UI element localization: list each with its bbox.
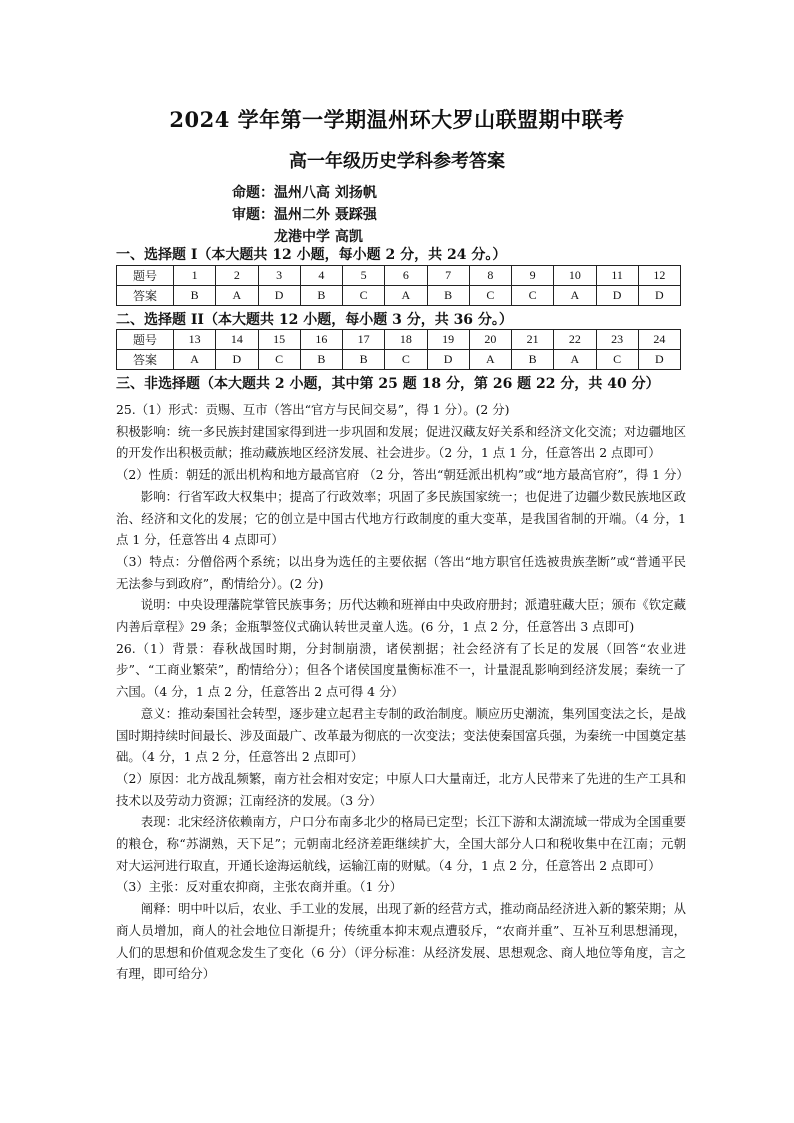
row-label: 答案 — [117, 350, 174, 370]
question-number: 14 — [216, 330, 258, 350]
answer-cell: B — [512, 350, 554, 370]
answer-paragraph: （2）性质：朝廷的派出机构和地方最高官府 （2 分，答出“朝廷派出机构”或“地方最高官府”，得 1 分） — [116, 467, 689, 483]
answer-paragraph: 说明：中央设理藩院掌管民族事务；历代达赖和班禅由中央政府册封；派遣驻藏大臣；颁布《钦定藏内善后章程》29 条；金瓶掣签仪式确认转世灵童人选。(6 分，1 点 2 分，任意答出 3 点即可) — [116, 597, 686, 635]
answer-paragraph: （3）主张：反对重农抑商，主张农商并重。（1 分） — [116, 879, 403, 895]
answer-cell: A — [385, 286, 427, 306]
answer-cell: A — [216, 286, 258, 306]
table-row — [117, 330, 681, 350]
answer-cell: B — [427, 286, 469, 306]
question-number: 19 — [427, 330, 469, 350]
question-number: 9 — [512, 266, 554, 286]
question-number: 22 — [554, 330, 596, 350]
answer-paragraph: 表现：北宋经济依赖南方，户口分布南多北少的格局已定型；长江下游和太湖流域一带成为全国重要的粮仓，称“苏湖熟，天下足”；元朝南北经济差距继续扩大，全国大部分人口和税收集中在江南；元朝对大运河进行取直，开通长途海运航线，运输江南的财赋。（4 分，1 点 2 分，任意答出 2 点即可） — [116, 814, 686, 873]
question-number: 11 — [596, 266, 638, 286]
answer-cell: C — [385, 350, 427, 370]
question-number: 13 — [174, 330, 216, 350]
credit-proposer: 命题：温州八高 刘扬帆 — [232, 185, 377, 201]
table-row — [117, 286, 681, 306]
table-row — [117, 350, 681, 370]
question-number: 6 — [385, 266, 427, 286]
answer-cell: C — [512, 286, 554, 306]
answer-cell: B — [300, 350, 342, 370]
answer-cell: A — [554, 286, 596, 306]
answer-paragraph: 意义：推动秦国社会转型，逐步建立起君主专制的政治制度。顺应历史潮流，集列国变法之长，是战国时期持续时间最长、涉及面最广、改革最为彻底的一次变法；变法使秦国富兵强，为秦统一中国奠定基础。（4 分，1 点 2 分，任意答出 2 点即可） — [116, 705, 686, 765]
answer-cell: B — [300, 286, 342, 306]
question-number: 3 — [258, 266, 300, 286]
answer-cell: C — [258, 350, 300, 370]
question-number: 23 — [596, 330, 638, 350]
question-number: 21 — [512, 330, 554, 350]
answer-paragraph: 25.（1）形式：贡赐、互市（答出“官方与民间交易”，得 1 分）。(2 分) — [116, 402, 510, 417]
question-number: 4 — [300, 266, 342, 286]
answer-cell: D — [638, 286, 680, 306]
answer-cell: C — [343, 286, 385, 306]
answer-body — [116, 399, 689, 985]
table-row — [117, 266, 681, 286]
answer-cell: C — [469, 286, 511, 306]
answer-cell: A — [469, 350, 511, 370]
answer-cell: D — [596, 286, 638, 306]
answer-cell: A — [174, 350, 216, 370]
row-label: 答案 — [117, 286, 174, 306]
question-number: 5 — [343, 266, 385, 286]
question-number: 2 — [216, 266, 258, 286]
question-number: 16 — [300, 330, 342, 350]
answer-paragraph: 阐释：明中叶以后，农业、手工业的发展，出现了新的经营方式，推动商品经济进入新的繁荣期；从商人员增加，商人的社会地位日渐提升；传统重本抑末观点遭驳斥，“农商并重”、互补互利思想涌现，人们的思想和价值观念发生了变化（6 分）（评分标准：从经济发展、思想观念、商人地位等角度，言之有理，即可给分） — [116, 901, 686, 982]
credit-reviewer: 审题：温州二外 聂踩强 — [232, 207, 377, 223]
question-number: 17 — [343, 330, 385, 350]
question-number: 12 — [638, 266, 680, 286]
answer-paragraph: （3）特点：分僧俗两个系统；以出身为选任的主要依据（答出“地方职官任选被贵族垄断”或“普通平民无法参与到政府”，酌情给分）。(2 分) — [116, 553, 686, 591]
document-title: 2024 学年第一学期温州环大罗山联盟期中联考 — [169, 107, 625, 132]
question-number: 1 — [174, 266, 216, 286]
question-number: 20 — [469, 330, 511, 350]
question-number: 18 — [385, 330, 427, 350]
section1-heading: 一、选择题 I（本大题共 12 小题，每小题 2 分，共 24 分。） — [116, 247, 507, 263]
credit-reviewer-2: 龙港中学 高凯 — [274, 229, 363, 245]
row-label: 题号 — [117, 330, 174, 350]
question-number: 7 — [427, 266, 469, 286]
document-subtitle: 高一年级历史学科参考答案 — [289, 151, 505, 172]
answer-cell: C — [596, 350, 638, 370]
answer-table-2 — [116, 329, 681, 370]
answer-cell: D — [638, 350, 680, 370]
answer-cell: D — [216, 350, 258, 370]
question-number: 15 — [258, 330, 300, 350]
section3-heading: 三、非选择题（本大题共 2 小题，其中第 25 题 18 分，第 26 题 22 分，共 40 分） — [116, 376, 660, 392]
answer-cell: D — [427, 350, 469, 370]
answer-paragraph: （2）原因：北方战乱频繁，南方社会相对安定；中原人口大量南迁，北方人民带来了先进的生产工具和技术以及劳动力资源；江南经济的发展。（3 分） — [116, 770, 686, 808]
row-label: 题号 — [117, 266, 174, 286]
answer-paragraph: 积极影响：统一多民族封建国家得到进一步巩固和发展；促进汉藏友好关系和经济文化交流；对边疆地区的开发作出积极贡献；推动藏族地区经济发展、社会进步。（2 分，1 点 1 分，任意答出 2 点即可） — [116, 423, 686, 461]
answer-paragraph: 影响：行省军政大权集中；提高了行政效率；巩固了多民族国家统一；也促进了边疆少数民族地区政治、经济和文化的发展；它的创立是中国古代地方行政制度的重大变革，是我国省制的开端。（4 分，1 点 1 分，任意答出 4 点即可） — [116, 488, 686, 548]
question-number: 8 — [469, 266, 511, 286]
question-number: 24 — [638, 330, 680, 350]
answer-table-1 — [116, 265, 681, 306]
section2-heading: 二、选择题 II（本大题共 12 小题，每小题 3 分，共 36 分。） — [116, 312, 513, 328]
answer-paragraph: 26.（1）背景：春秋战国时期，分封制崩溃，诸侯割据；社会经济有了长足的发展（回答“农业进步”、“工商业繁荣”，酌情给分）；但各个诸侯国度量衡标准不一，计量混乱影响到经济发展；秦统一了六国。（4 分，1 点 2 分，任意答出 2 点可得 4 分） — [116, 640, 686, 700]
answer-cell: B — [174, 286, 216, 306]
question-number: 10 — [554, 266, 596, 286]
answer-cell: A — [554, 350, 596, 370]
answer-cell: D — [258, 286, 300, 306]
answer-cell: B — [343, 350, 385, 370]
